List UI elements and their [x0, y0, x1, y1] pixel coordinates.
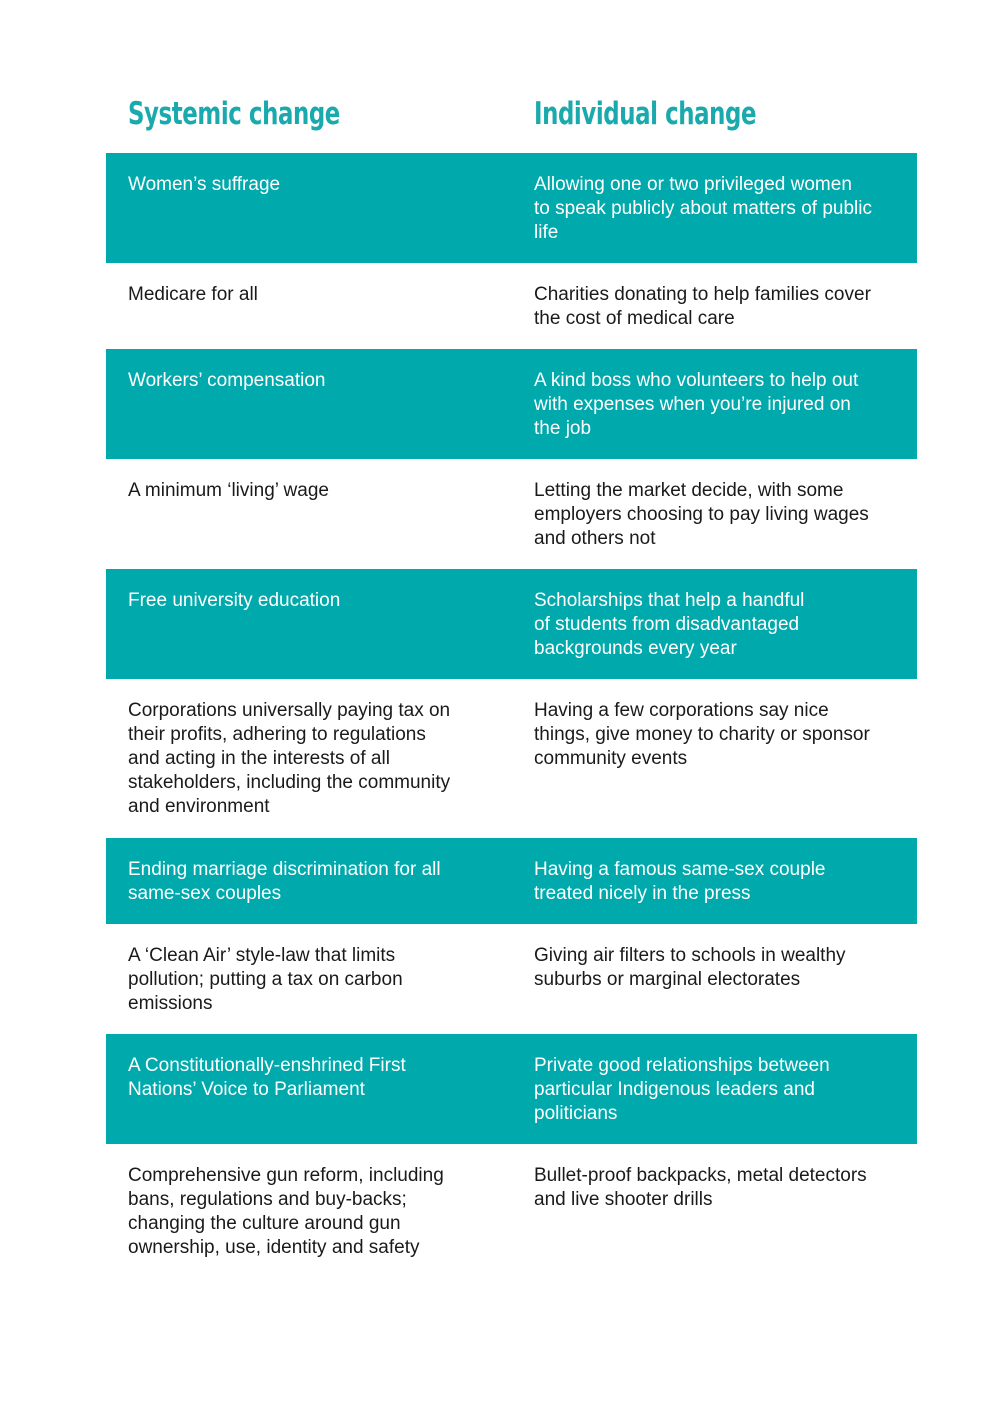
individual-cell: Private good relationships between particular Indigenous leaders and politicians	[534, 1055, 830, 1124]
systemic-change-heading: Systemic change	[128, 96, 340, 132]
individual-cell: Having a famous same-sex couple treated nicely in the press	[534, 859, 826, 904]
individual-cell: Having a few corporations say nice things, give money to charity or sponsor community events	[534, 700, 870, 769]
table-row	[106, 153, 917, 263]
systemic-cell: Medicare for all	[128, 284, 258, 305]
systemic-cell: A minimum ‘living’ wage	[128, 480, 329, 501]
systemic-cell: Comprehensive gun reform, including bans, regulations and buy-backs; changing the culture around gun ownership, use, identity and safety	[128, 1165, 444, 1258]
table-row	[106, 349, 917, 459]
individual-change-heading: Individual change	[534, 96, 757, 132]
table-row	[106, 1144, 917, 1278]
individual-cell: Scholarships that help a handful of students from disadvantaged backgrounds every year	[534, 590, 805, 659]
individual-cell: Charities donating to help families cover the cost of medical care	[534, 284, 871, 329]
systemic-cell: A ‘Clean Air’ style-law that limits pollution; putting a tax on carbon emissions	[128, 945, 403, 1014]
individual-cell: Allowing one or two privileged women to speak publicly about matters of public life	[534, 174, 872, 243]
systemic-cell: Free university education	[128, 590, 341, 611]
individual-cell: Bullet-proof backpacks, metal detectors and live shooter drills	[534, 1165, 867, 1210]
table-row	[106, 1034, 917, 1144]
table-row	[106, 569, 917, 679]
comparison-table	[106, 153, 917, 1278]
table-header	[106, 96, 917, 146]
individual-cell: A kind boss who volunteers to help out with expenses when you’re injured on the job	[534, 370, 859, 439]
table-row	[106, 459, 917, 569]
table-row	[106, 679, 917, 838]
systemic-cell: Corporations universally paying tax on their profits, adhering to regulations and acting in the interests of all stakeholders, including the community and environment	[128, 700, 451, 817]
systemic-cell: Workers’ compensation	[128, 370, 326, 391]
table-row	[106, 838, 917, 924]
table-row	[106, 263, 917, 349]
systemic-cell: Women’s suffrage	[128, 174, 281, 195]
individual-cell: Giving air filters to schools in wealthy suburbs or marginal electorates	[534, 945, 846, 990]
individual-cell: Letting the market decide, with some employers choosing to pay living wages and others not	[534, 480, 869, 549]
systemic-cell: A Constitutionally-enshrined First Nations’ Voice to Parliament	[128, 1055, 406, 1100]
systemic-cell: Ending marriage discrimination for all same-sex couples	[128, 859, 441, 904]
table-row	[106, 924, 917, 1034]
